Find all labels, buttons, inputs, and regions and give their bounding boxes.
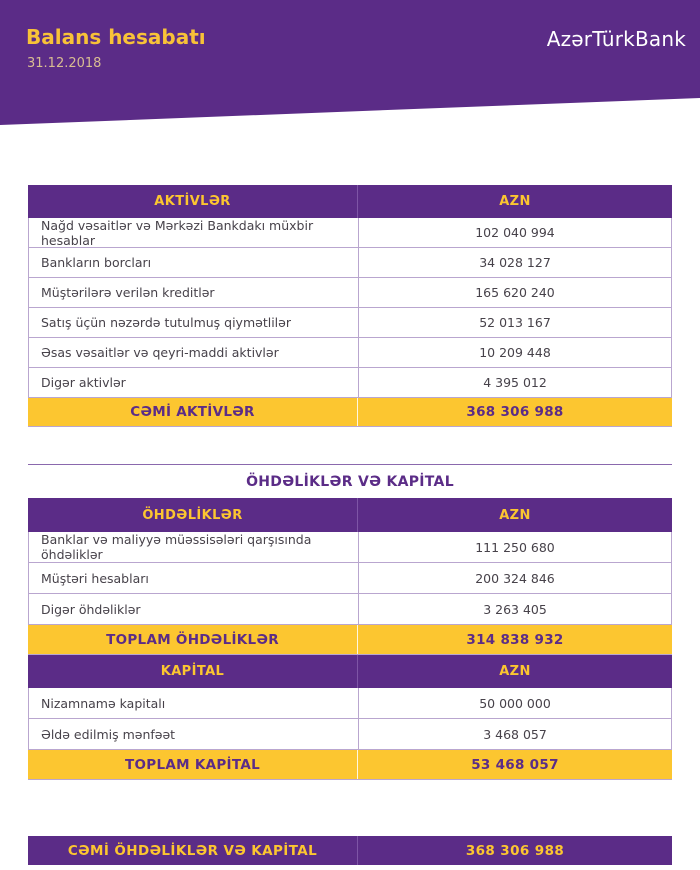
row-value: 52 013 167 bbox=[358, 308, 671, 337]
liabilities-col-header: ÖHDƏLİKLƏR bbox=[142, 507, 243, 523]
page-header bbox=[0, 0, 700, 125]
report-date: 31.12.2018 bbox=[27, 56, 102, 71]
row-value: 3 468 057 bbox=[358, 719, 671, 749]
assets-header-row bbox=[28, 185, 672, 218]
total-label: TOPLAM KAPİTAL bbox=[124, 756, 260, 773]
grand-total-label: CƏMİ ÖHDƏLİKLƏR VƏ KAPİTAL bbox=[67, 842, 318, 859]
capital-total-row bbox=[28, 750, 672, 780]
assets-col-header: AKTİVLƏR bbox=[154, 194, 231, 209]
table-row bbox=[28, 532, 672, 563]
assets-total-row bbox=[28, 398, 672, 427]
grand-total-row bbox=[28, 836, 672, 865]
row-label: Satış üçün nəzərdə tutulmuş qiymətlilər bbox=[41, 315, 291, 330]
currency-col-header: AZN bbox=[357, 498, 672, 532]
section-title: ÖHDƏLİKLƏR VƏ KAPİTAL bbox=[28, 464, 672, 498]
row-value: 111 250 680 bbox=[358, 532, 671, 562]
row-value: 165 620 240 bbox=[358, 278, 671, 307]
row-label: Digər aktivlər bbox=[41, 375, 126, 390]
total-label: CƏMİ AKTİVLƏR bbox=[130, 404, 255, 420]
liabilities-capital-section bbox=[28, 464, 672, 780]
row-label: Əsas vəsaitlər və qeyri-maddi aktivlər bbox=[41, 345, 279, 360]
bank-logo: AzərTürkBank bbox=[546, 27, 686, 51]
table-row bbox=[28, 563, 672, 594]
table-row bbox=[28, 368, 672, 398]
row-value: 34 028 127 bbox=[358, 248, 671, 277]
row-value: 102 040 994 bbox=[358, 218, 671, 247]
row-label: Digər öhdəliklər bbox=[41, 601, 141, 617]
table-row bbox=[28, 278, 672, 308]
total-value: 368 306 988 bbox=[357, 398, 672, 426]
row-label: Əldə edilmiş mənfəət bbox=[41, 726, 176, 742]
grand-total-bar bbox=[28, 836, 672, 865]
table-row bbox=[28, 688, 672, 719]
row-label: Nizamnamə kapitalı bbox=[41, 695, 166, 711]
total-label: TOPLAM ÖHDƏLİKLƏR bbox=[106, 631, 279, 648]
liabilities-total-row bbox=[28, 625, 672, 655]
row-label: Nağd vəsaitlər və Mərkəzi Bankdakı müxbir hesablar bbox=[41, 217, 314, 248]
table-row bbox=[28, 338, 672, 368]
total-value: 53 468 057 bbox=[357, 750, 672, 779]
total-value: 314 838 932 bbox=[357, 625, 672, 654]
currency-col-header: AZN bbox=[357, 185, 672, 218]
assets-table bbox=[28, 185, 672, 427]
liabilities-header-row bbox=[28, 498, 672, 532]
row-value: 4 395 012 bbox=[358, 368, 671, 397]
row-label: Müştərilərə verilən kreditlər bbox=[41, 285, 215, 300]
currency-col-header: AZN bbox=[357, 655, 672, 688]
row-value: 200 324 846 bbox=[358, 563, 671, 593]
capital-header-row bbox=[28, 655, 672, 688]
grand-total-value: 368 306 988 bbox=[357, 836, 672, 865]
row-label: Banklar və maliyyə müəssisələri qarşısında öhdəliklər bbox=[41, 532, 312, 562]
table-row bbox=[28, 308, 672, 338]
table-row bbox=[28, 248, 672, 278]
capital-col-header: KAPİTAL bbox=[160, 664, 225, 679]
row-value: 3 263 405 bbox=[358, 594, 671, 624]
row-label: Müştəri hesabları bbox=[41, 570, 149, 586]
row-label: Bankların borcları bbox=[41, 255, 152, 270]
table-row bbox=[28, 719, 672, 750]
row-value: 50 000 000 bbox=[358, 688, 671, 718]
page-title: Balans hesabatı bbox=[26, 25, 206, 49]
table-row bbox=[28, 218, 672, 248]
row-value: 10 209 448 bbox=[358, 338, 671, 367]
table-row bbox=[28, 594, 672, 625]
